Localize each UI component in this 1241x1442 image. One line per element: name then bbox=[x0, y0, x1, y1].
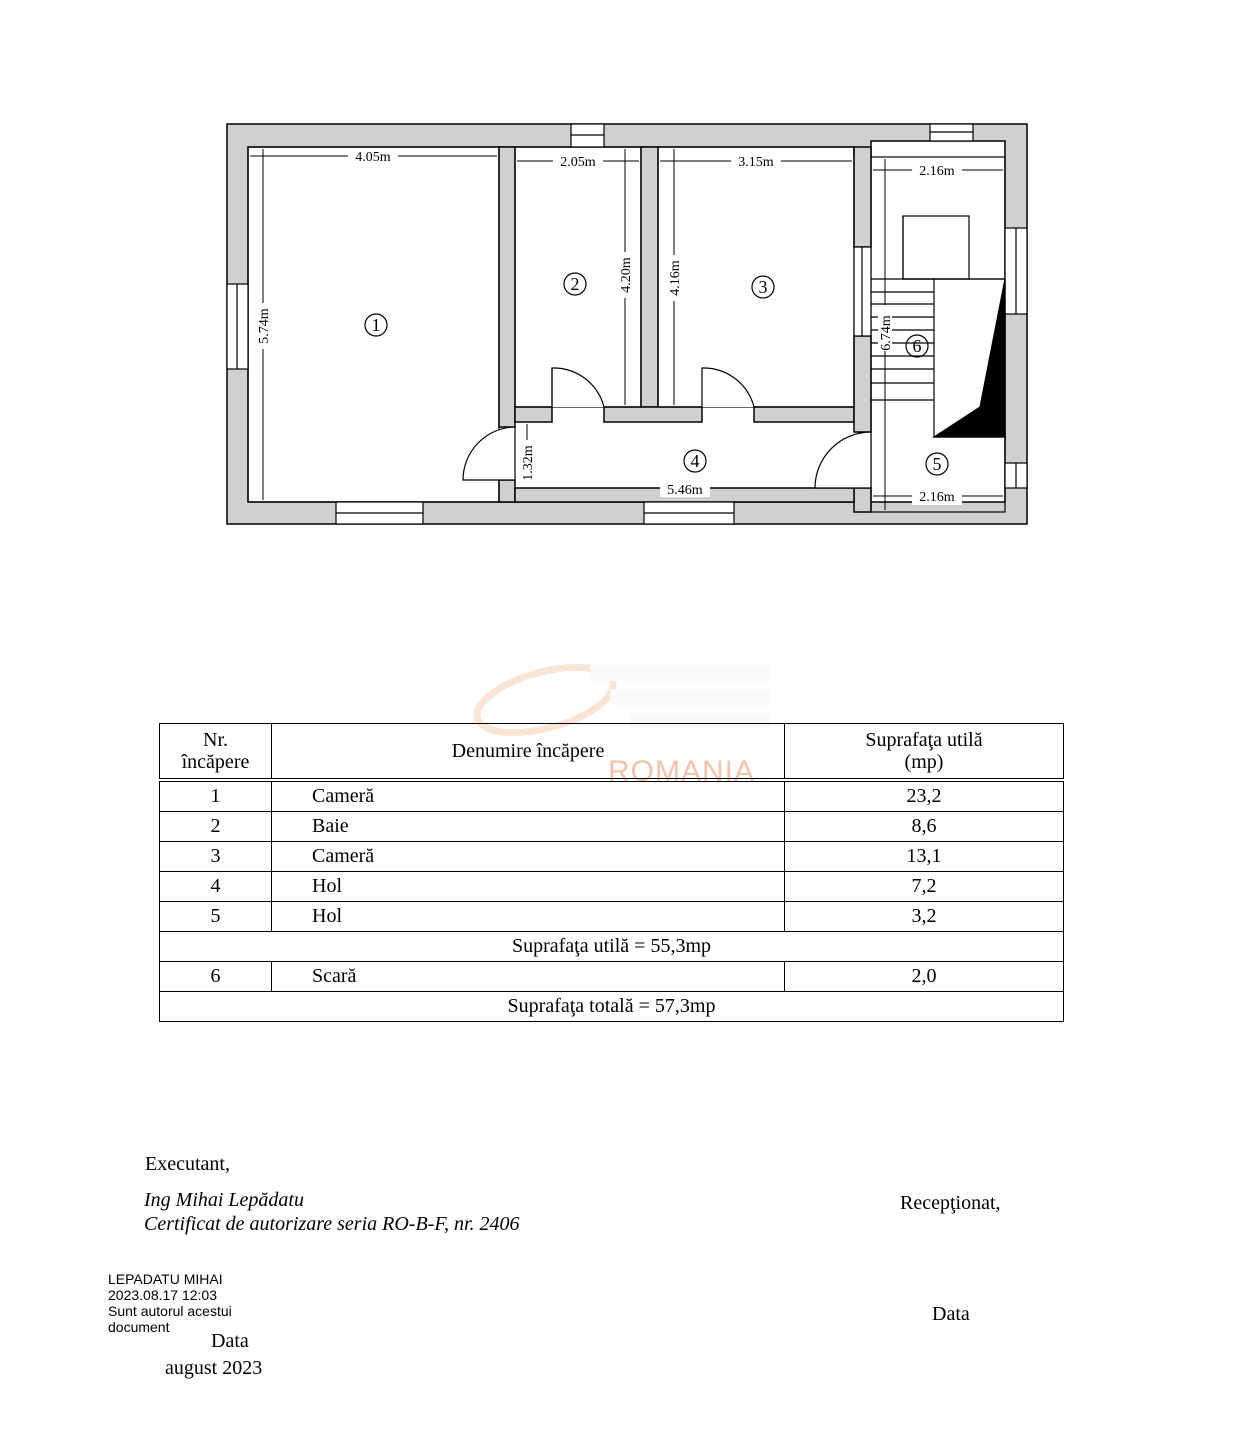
room-number-1: 1 bbox=[371, 315, 381, 335]
dim-room2-height: 4.20m bbox=[619, 257, 634, 293]
useful-area-total-row: Suprafaţa utilă = 55,3mp bbox=[160, 932, 1064, 962]
dim-room5-width: 2.16m bbox=[919, 490, 955, 505]
dim-room6-width: 2.16m bbox=[919, 164, 955, 179]
room-number-3: 3 bbox=[758, 277, 768, 297]
header-nr: Nr. încăpere bbox=[160, 724, 272, 781]
dim-room1-height: 5.74m bbox=[257, 308, 272, 344]
dim-room3-height: 4.16m bbox=[668, 260, 683, 296]
dim-room3-width: 3.15m bbox=[738, 155, 774, 170]
digital-signature: LEPADATU MIHAI 2023.08.17 12:03 Sunt autorul acestui document bbox=[108, 1271, 232, 1335]
outer-walls bbox=[227, 124, 1027, 524]
room-number-5: 5 bbox=[932, 454, 942, 474]
floor-plan bbox=[0, 0, 1241, 560]
table-row: 6 Scară 2,0 bbox=[160, 962, 1064, 992]
certificate-text: Certificat de autorizare seria RO-B-F, nr. 2406 bbox=[144, 1213, 520, 1235]
date-label-right: Data bbox=[932, 1303, 970, 1325]
table-row: 4 Hol 7,2 bbox=[160, 872, 1064, 902]
table-row: 5 Hol 3,2 bbox=[160, 902, 1064, 932]
room-number-6: 6 bbox=[912, 336, 922, 356]
received-label: Recepţionat, bbox=[900, 1192, 1001, 1214]
date-label-left: Data bbox=[211, 1330, 249, 1352]
watermark-text: ROMANIA bbox=[608, 755, 756, 788]
windows bbox=[227, 124, 1027, 524]
header-name: Denumire încăpere bbox=[272, 724, 785, 781]
engineer-name: Ing Mihai Lepădatu bbox=[144, 1189, 304, 1211]
room-number-2: 2 bbox=[570, 274, 580, 294]
areas-table bbox=[159, 723, 1064, 1022]
table-row: 3 Cameră 13,1 bbox=[160, 842, 1064, 872]
header-area: Suprafaţa utilă (mp) bbox=[785, 724, 1064, 781]
table-row: 2 Baie 8,6 bbox=[160, 812, 1064, 842]
dim-room1-width: 4.05m bbox=[355, 150, 391, 165]
date-value: august 2023 bbox=[165, 1357, 263, 1379]
table-row: 1 Cameră 23,2 bbox=[160, 780, 1064, 812]
table-header-row bbox=[160, 724, 1064, 781]
room-number-4: 4 bbox=[690, 451, 700, 471]
dim-room6-height: 6.74m bbox=[879, 315, 894, 351]
dim-room2-width: 2.05m bbox=[560, 155, 596, 170]
executant-label: Executant, bbox=[145, 1153, 230, 1175]
grand-total-row: Suprafaţa totală = 57,3mp bbox=[160, 992, 1064, 1022]
dim-room4-width: 5.46m bbox=[667, 483, 703, 498]
dim-room4-height: 1.32m bbox=[521, 445, 536, 481]
